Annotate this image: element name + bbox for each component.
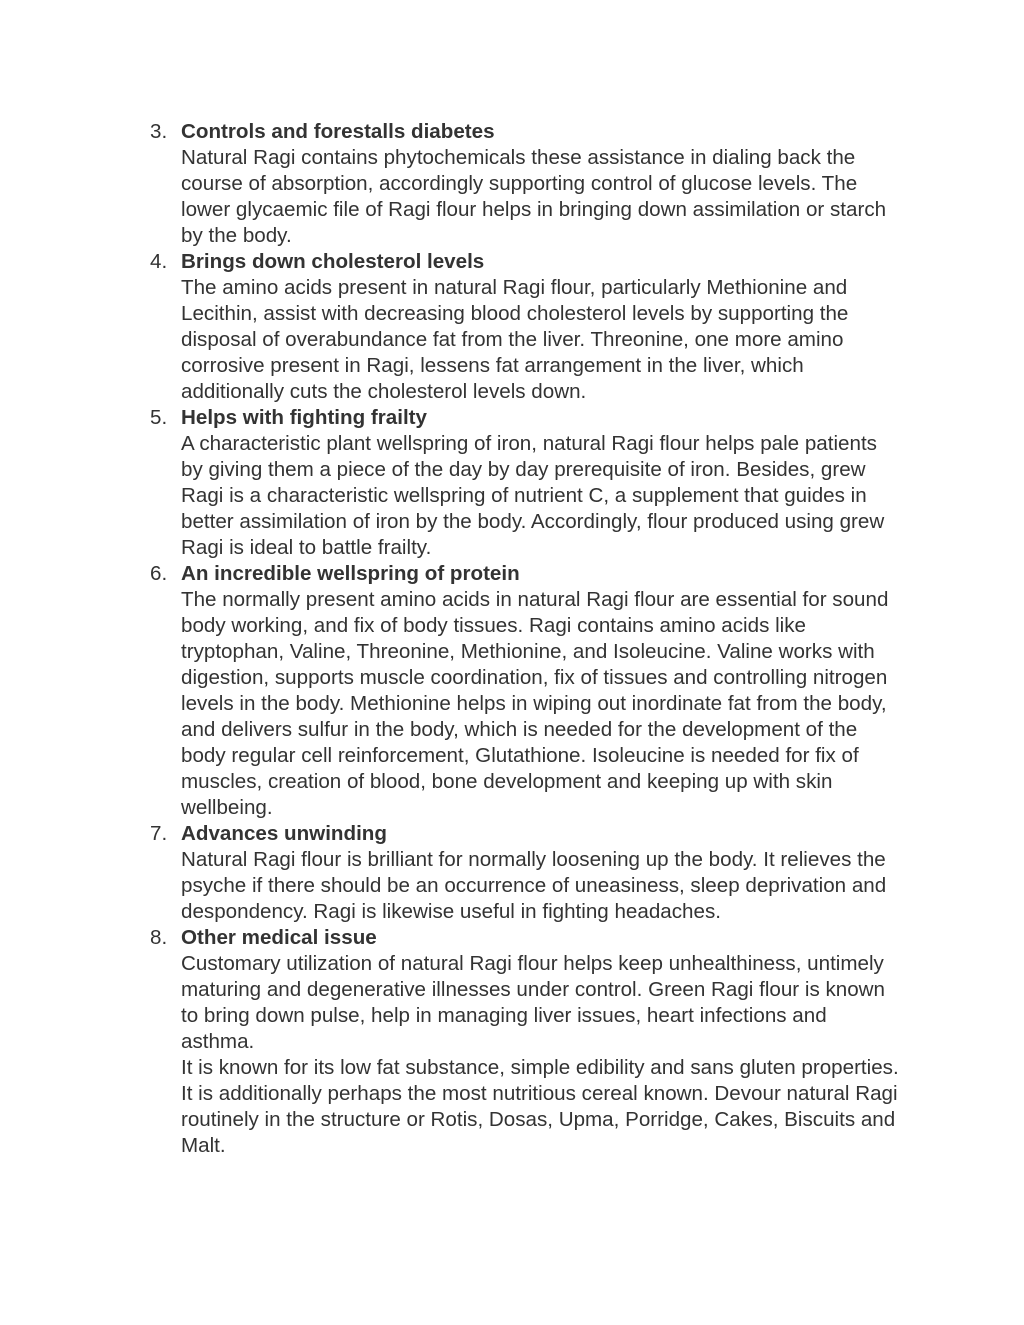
list-number: 6. <box>150 562 168 585</box>
list-item-6 <box>0 561 901 821</box>
list-item-3 <box>0 119 901 249</box>
numbered-list <box>0 119 1024 1159</box>
item-paragraph: The amino acids present in natural Ragi flour, particularly Methionine and Lecithin, assist with decreasing blood cholesterol levels by supporting the disposal of overabundance fat from the liver. Threonine, one more amino corrosive present in Ragi, lessens fat arrangement in the liver, which additionally cuts the cholesterol levels down. <box>181 276 849 403</box>
list-number: 4. <box>150 250 168 273</box>
list-item-8 <box>0 925 901 1159</box>
item-heading: Other medical issue <box>181 926 377 949</box>
list-number: 3. <box>150 120 168 143</box>
item-heading: Brings down cholesterol levels <box>181 250 485 273</box>
item-heading: Advances unwinding <box>181 822 387 845</box>
list-number: 7. <box>150 822 168 845</box>
list-item-5 <box>0 405 901 561</box>
list-number: 8. <box>150 926 168 949</box>
item-paragraph: The normally present amino acids in natural Ragi flour are essential for sound body working, and fix of body tissues. Ragi contains amino acids like tryptophan, Valine, Threonine, Methionine, and Isoleucine. Valine works with digestion, supports muscle coordination, fix of tissues and controlling nitrogen levels in the body. Methionine helps in wiping out inordinate fat from the body, and delivers sulfur in the body, which is needed for the development of the body regular cell reinforcement, Glutathione. Isoleucine is needed for fix of muscles, creation of blood, bone development and keeping up with skin wellbeing. <box>181 588 889 819</box>
item-heading: Controls and forestalls diabetes <box>181 120 495 143</box>
item-paragraph: Natural Ragi flour is brilliant for normally loosening up the body. It relieves the psyche if there should be an occurrence of uneasiness, sleep deprivation and despondency. Ragi is likewise useful in fighting headaches. <box>181 848 887 923</box>
list-number: 5. <box>150 406 168 429</box>
item-paragraph: Customary utilization of natural Ragi flour helps keep unhealthiness, untimely maturing and degenerative illnesses under control. Green Ragi flour is known to bring down pulse, help in managing liver issues, heart infections and asthma. <box>181 952 886 1053</box>
item-paragraph: It is known for its low fat substance, simple edibility and sans gluten properties. It is additionally perhaps the most nutritious cereal known. Devour natural Ragi routinely in the structure or Rotis, Dosas, Upma, Porridge, Cakes, Biscuits and Malt. <box>181 1056 899 1157</box>
item-heading: An incredible wellspring of protein <box>181 562 520 585</box>
list-item-7 <box>0 821 901 925</box>
list-item-4 <box>0 249 901 405</box>
item-heading: Helps with fighting frailty <box>181 406 427 429</box>
item-paragraph: Natural Ragi contains phytochemicals these assistance in dialing back the course of absorption, accordingly supporting control of glucose levels. The lower glycaemic file of Ragi flour helps in bringing down assimilation or starch by the body. <box>181 146 887 247</box>
item-paragraph: A characteristic plant wellspring of iron, natural Ragi flour helps pale patients by giving them a piece of the day by day prerequisite of iron. Besides, grew Ragi is a characteristic wellspring of nutrient C, a supplement that guides in better assimilation of iron by the body. Accordingly, flour produced using grew Ragi is ideal to battle frailty. <box>181 432 885 559</box>
